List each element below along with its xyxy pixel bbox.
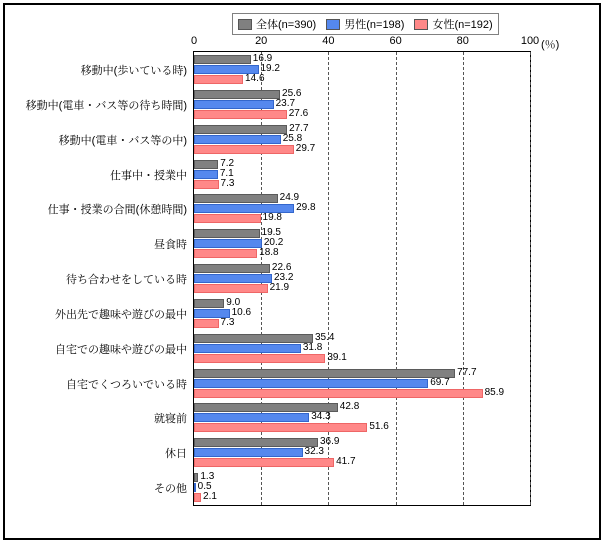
bar-female bbox=[194, 180, 219, 189]
bar-value-label: 29.7 bbox=[295, 142, 316, 154]
bar-value-label: 9.0 bbox=[226, 296, 241, 308]
bar-value-label: 18.8 bbox=[259, 247, 279, 259]
category-label: 昼食時 bbox=[154, 239, 187, 252]
bar-female bbox=[194, 249, 257, 258]
bar-group bbox=[194, 435, 530, 470]
category-label: 移動中(歩いている時) bbox=[80, 65, 187, 77]
bar-value-label: 20.2 bbox=[263, 237, 284, 249]
bar-value-label: 10.6 bbox=[231, 306, 252, 318]
bar-group bbox=[194, 470, 530, 505]
bar-group bbox=[194, 366, 530, 401]
bar-value-label: 85.9 bbox=[484, 386, 505, 398]
x-tick-label: 40 bbox=[322, 35, 335, 47]
category-label: 外出先で趣味や遊びの最中 bbox=[55, 308, 187, 321]
legend-label-total: 全体(n=390) bbox=[256, 19, 317, 31]
bar-value-label: 7.3 bbox=[220, 316, 235, 328]
bar-value-label: 19.5 bbox=[261, 227, 281, 239]
bar-value-label: 7.2 bbox=[220, 157, 235, 169]
bar-value-label: 25.8 bbox=[282, 132, 303, 144]
bar-value-label: 19.2 bbox=[260, 63, 280, 74]
category-label: 待ち合わせをしている時 bbox=[66, 274, 187, 287]
bar-total bbox=[194, 438, 318, 447]
category-label: 仕事中・授業中 bbox=[110, 169, 187, 182]
bar-total bbox=[194, 369, 455, 378]
bar-female bbox=[194, 423, 367, 432]
x-tick-label: 80 bbox=[456, 35, 469, 47]
category-label: その他 bbox=[154, 483, 187, 496]
x-tick-label: 60 bbox=[389, 35, 402, 47]
x-axis-unit-label: (％) bbox=[541, 39, 560, 51]
bar-total bbox=[194, 264, 270, 273]
bar-group bbox=[194, 261, 530, 296]
bar-female bbox=[194, 214, 261, 223]
bar-total bbox=[194, 194, 278, 203]
bar-value-label: 27.6 bbox=[288, 107, 309, 119]
bar-value-label: 51.6 bbox=[369, 421, 389, 433]
bar-value-label: 23.2 bbox=[273, 272, 294, 284]
bar-male bbox=[194, 274, 272, 283]
bar-value-label: 7.3 bbox=[220, 177, 235, 189]
bar-value-label: 36.9 bbox=[319, 436, 340, 448]
bar-value-label: 0.5 bbox=[197, 481, 212, 493]
bar-male bbox=[194, 170, 218, 179]
bar-male bbox=[194, 135, 281, 144]
bar-total bbox=[194, 334, 313, 343]
bar-value-label: 41.7 bbox=[336, 456, 356, 468]
bar-total bbox=[194, 55, 251, 64]
bar-group bbox=[194, 87, 530, 122]
bar-value-label: 21.9 bbox=[269, 282, 290, 294]
bar-group bbox=[194, 191, 530, 226]
bar-value-label: 24.9 bbox=[279, 192, 300, 204]
bar-value-label: 69.7 bbox=[430, 376, 450, 388]
bar-total bbox=[194, 229, 260, 238]
category-label: 就寝前 bbox=[154, 413, 187, 426]
bar-value-label: 14.6 bbox=[245, 73, 265, 84]
bar-male bbox=[194, 379, 428, 388]
bar-value-label: 34.3 bbox=[311, 411, 331, 423]
chart-frame bbox=[3, 3, 601, 540]
bar-value-label: 23.7 bbox=[275, 97, 296, 109]
bar-group bbox=[194, 122, 530, 157]
bar-male bbox=[194, 344, 301, 353]
bar-male bbox=[194, 413, 309, 422]
bar-female bbox=[194, 458, 334, 467]
bar-value-label: 2.1 bbox=[203, 491, 217, 503]
bar-female bbox=[194, 110, 287, 119]
bar-value-label: 27.7 bbox=[289, 122, 309, 134]
bar-value-label: 39.1 bbox=[327, 351, 347, 363]
bar-group bbox=[194, 296, 530, 331]
bar-group bbox=[194, 157, 530, 192]
category-label: 移動中(電車・バス等の待ち時間) bbox=[25, 99, 187, 112]
bar-total bbox=[194, 125, 287, 134]
bar-male bbox=[194, 239, 262, 248]
bar-value-label: 31.8 bbox=[302, 341, 323, 353]
x-tick-label: 0 bbox=[190, 35, 198, 47]
bar-value-label: 16.9 bbox=[252, 53, 273, 64]
bar-group bbox=[194, 331, 530, 366]
bar-value-label: 25.6 bbox=[282, 87, 302, 99]
legend-label-female: 女性(n=192) bbox=[432, 19, 493, 31]
bar-group bbox=[194, 226, 530, 261]
bar-total bbox=[194, 299, 224, 308]
x-tick-label: 100 bbox=[520, 35, 540, 47]
bar-value-label: 1.3 bbox=[200, 471, 215, 483]
bar-group bbox=[194, 52, 530, 87]
legend-item-total bbox=[238, 16, 316, 32]
legend-item-female bbox=[414, 16, 492, 32]
bar-value-label: 32.3 bbox=[304, 446, 324, 458]
bar-value-label: 42.8 bbox=[339, 401, 360, 413]
bar-value-label: 22.6 bbox=[271, 262, 292, 274]
bar-value-label: 29.8 bbox=[296, 202, 316, 214]
bar-group bbox=[194, 400, 530, 435]
bar-value-label: 77.7 bbox=[457, 366, 477, 378]
bar-female bbox=[194, 319, 219, 328]
category-label: 自宅でくつろいでいる時 bbox=[66, 378, 187, 391]
bar-male bbox=[194, 483, 196, 492]
bar-value-label: 35.4 bbox=[314, 331, 335, 343]
bar-male bbox=[194, 448, 303, 457]
x-axis-tick-labels bbox=[190, 35, 540, 49]
legend-swatch-male bbox=[326, 19, 340, 30]
gridline bbox=[530, 52, 531, 505]
category-label: 仕事・授業の合間(休憩時間) bbox=[47, 204, 187, 217]
plot-area bbox=[193, 51, 531, 506]
legend-label-male: 男性(n=198) bbox=[344, 19, 405, 31]
x-tick-label: 20 bbox=[255, 35, 268, 47]
bar-total bbox=[194, 160, 218, 169]
bar-value-label: 7.1 bbox=[219, 167, 234, 179]
bar-total bbox=[194, 90, 280, 99]
bar-female bbox=[194, 354, 325, 363]
bar-female bbox=[194, 145, 294, 154]
legend-swatch-female bbox=[414, 19, 428, 30]
category-label: 移動中(電車・バス等の中) bbox=[58, 134, 187, 147]
bar-female bbox=[194, 284, 268, 293]
bar-value-label: 19.8 bbox=[262, 212, 282, 224]
legend-swatch-total bbox=[238, 19, 252, 30]
bar-female bbox=[194, 493, 201, 502]
bar-female bbox=[194, 389, 483, 398]
category-label: 休日 bbox=[165, 448, 187, 461]
bar-male bbox=[194, 100, 274, 109]
bar-female bbox=[194, 75, 243, 84]
chart-legend bbox=[232, 13, 499, 35]
category-label: 自宅での趣味や遊びの最中 bbox=[55, 343, 187, 356]
legend-item-male bbox=[326, 16, 404, 32]
